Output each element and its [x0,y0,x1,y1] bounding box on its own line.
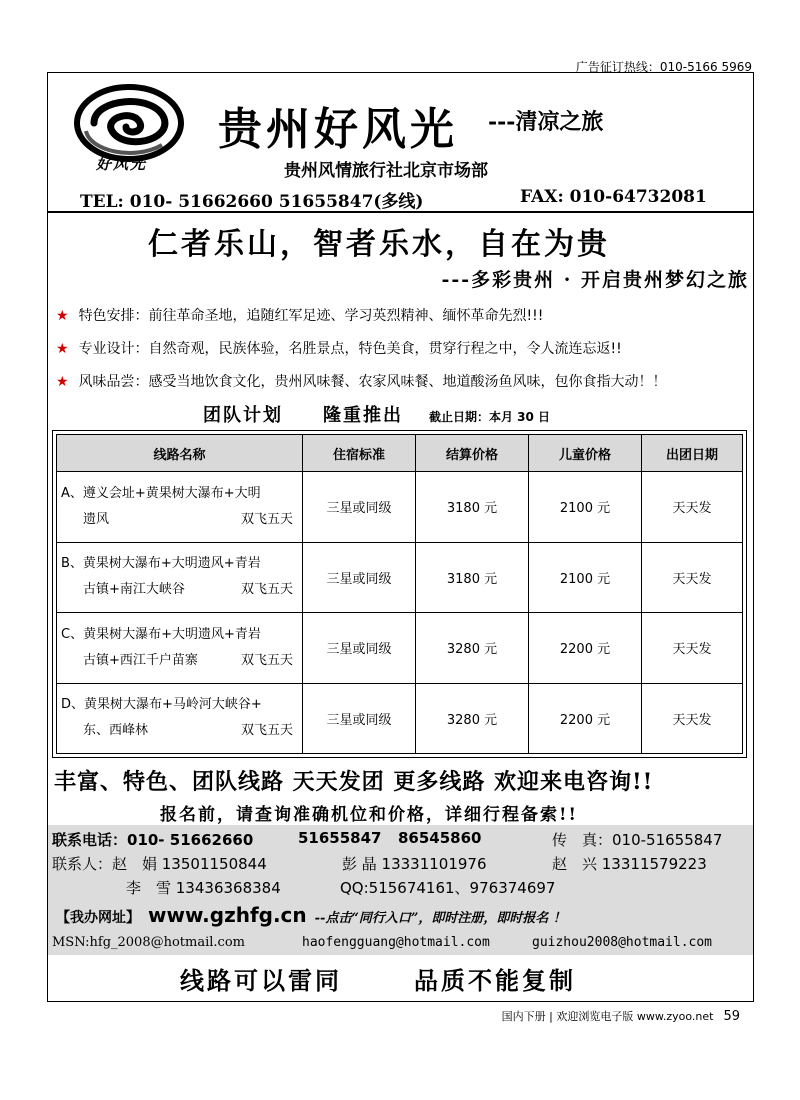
phone-label: 联系电话：010- 51662660 [52,831,254,849]
col-price: 结算价格 [416,435,529,472]
feature-item [56,338,622,358]
price-cell: 3280 元 [416,683,529,754]
hotel-cell: 三星或同级 [303,472,416,543]
main-title: 贵州好风光 [218,104,458,155]
route-duration: 双飞五天 [240,511,293,527]
col-hotel: 住宿标准 [303,435,416,472]
date-cell: 天天发 [642,683,743,754]
child-price-cell: 2100 元 [529,542,642,613]
route-line2-text: 遗风 [83,511,110,527]
route-line2-text: 东、西峰林 [83,723,149,739]
header-contact-row [80,187,730,212]
route-name [57,683,303,754]
page-footer [502,1008,740,1024]
logo-text: 好风光 [96,155,148,173]
star-icon: ★ [56,374,69,390]
route-line2 [61,507,301,533]
route-name [57,542,303,613]
col-route: 线路名称 [57,435,303,472]
route-line1: B、黄果树大瀑布+大明遗风+青岩 [61,556,261,572]
page-number: 59 [723,1009,740,1024]
phone3: 86545860 [398,829,482,847]
table-row [57,542,743,613]
feature-text: 专业设计：自然奇观，民族体验，名胜景点，特色美食，贯穿行程之中，令人流连忘返!! [78,341,622,357]
route-line2-text: 古镇+南江大峡谷 [83,582,185,598]
quality-b: 品质不能复制 [414,966,576,995]
person-row [52,853,707,874]
table-row [57,472,743,543]
route-line1: D、黄果树大瀑布+马岭河大峡谷+ [61,697,262,713]
table-header-row [57,435,743,472]
quality-a: 线路可以雷同 [180,966,342,995]
price-cell: 3180 元 [416,472,529,543]
booking-notice: 报名前，请查询准确机位和价格，详细行程备索!! [160,805,578,825]
person2: 彭 晶 13331101976 [342,855,487,873]
child-price-cell: 2200 元 [529,683,642,754]
group-plan-a: 团队计划 [203,405,283,426]
quality-slogan [180,961,576,996]
route-duration: 双飞五天 [240,652,293,668]
table-row [57,613,743,684]
footer-text: 国内下册 | 欢迎浏览电子版 www.zyoo.net [501,1010,714,1023]
msn-email[interactable]: MSN:hfg_2008@hotmail.com [52,935,245,950]
date-cell: 天天发 [642,613,743,684]
col-child: 儿童价格 [529,435,642,472]
child-price-cell: 2200 元 [529,613,642,684]
header-fax: FAX: 010-64732081 [520,187,707,207]
table-row [57,683,743,754]
phone-row [52,829,723,850]
feature-item [56,305,543,325]
star-icon: ★ [56,341,69,357]
route-table [56,434,743,754]
person-row-2 [126,877,556,898]
subslogan: ---多彩贵州 · 开启贵州梦幻之旅 [441,269,749,291]
price-cell: 3280 元 [416,613,529,684]
route-name [57,613,303,684]
hotel-cell: 三星或同级 [303,613,416,684]
route-table-wrap [52,430,747,758]
slogan: 仁者乐山，智者乐水，自在为贵 [148,227,610,262]
header-divider [48,211,753,213]
person3: 赵 兴 13311579223 [552,855,707,873]
route-line1: C、黄果树大瀑布+大明遗风+青岩 [61,626,261,642]
website-label: 【我办网址】 [56,910,140,926]
date-cell: 天天发 [642,542,743,613]
hotel-cell: 三星或同级 [303,683,416,754]
price-cell: 3180 元 [416,542,529,613]
route-line1: A、遵义会址+黄果树大瀑布+大明 [61,485,261,501]
deadline: 截止日期：本月 30 日 [429,410,551,424]
rich-line: 丰富、特色、团队线路 天天发团 更多线路 欢迎来电咨询!! [54,769,654,795]
feature-text: 特色安排：前往革命圣地，追随红军足迹、学习英烈精神、缅怀革命先烈!!! [78,308,544,324]
msn-row [52,935,713,950]
website-note: --点击“同行入口”，即时注册，即时报名 ！ [314,911,566,926]
route-duration: 双飞五天 [240,582,293,598]
contact-fax: 传 真：010-51655847 [552,831,723,849]
child-price-cell: 2100 元 [529,472,642,543]
qq: QQ:515674161、976374697 [340,879,556,897]
title-suffix: ---清凉之旅 [488,109,604,135]
hotel-cell: 三星或同级 [303,542,416,613]
route-line2 [61,718,301,744]
route-name [57,472,303,543]
route-line2-text: 古镇+西江千户苗寨 [83,652,198,668]
swirl-logo-icon [74,83,184,163]
route-line2 [61,648,301,674]
ad-hotline: 广告征订热线：010-5166 5969 [575,60,752,74]
feature-text: 风味品尝：感受当地饮食文化，贵州风味餐、农家风味餐、地道酸汤鱼风味，包你食指大动！！ [78,374,667,390]
group-plan-b: 隆重推出 [323,405,403,426]
feature-item [56,371,667,391]
email-2[interactable]: haofengguang@hotmail.com [302,935,490,950]
person1: 联系人：赵 娟 13501150844 [52,855,267,873]
date-cell: 天天发 [642,472,743,543]
email-3[interactable]: guizhou2008@hotmail.com [532,935,713,950]
website-url[interactable]: www.gzhfg.cn [148,903,307,927]
route-line2 [61,577,301,603]
header-tel: TEL: 010- 51662660 51655847(多线) [80,192,424,212]
person4: 李 雪 13436368384 [126,879,281,897]
group-plan [203,401,550,427]
website-row [56,903,566,927]
ad-frame [47,72,754,1002]
star-icon: ★ [56,308,69,324]
agency-name: 贵州风情旅行社北京市场部 [284,161,488,181]
route-duration: 双飞五天 [240,723,293,739]
col-date: 出团日期 [642,435,743,472]
phone2: 51655847 [298,829,382,847]
